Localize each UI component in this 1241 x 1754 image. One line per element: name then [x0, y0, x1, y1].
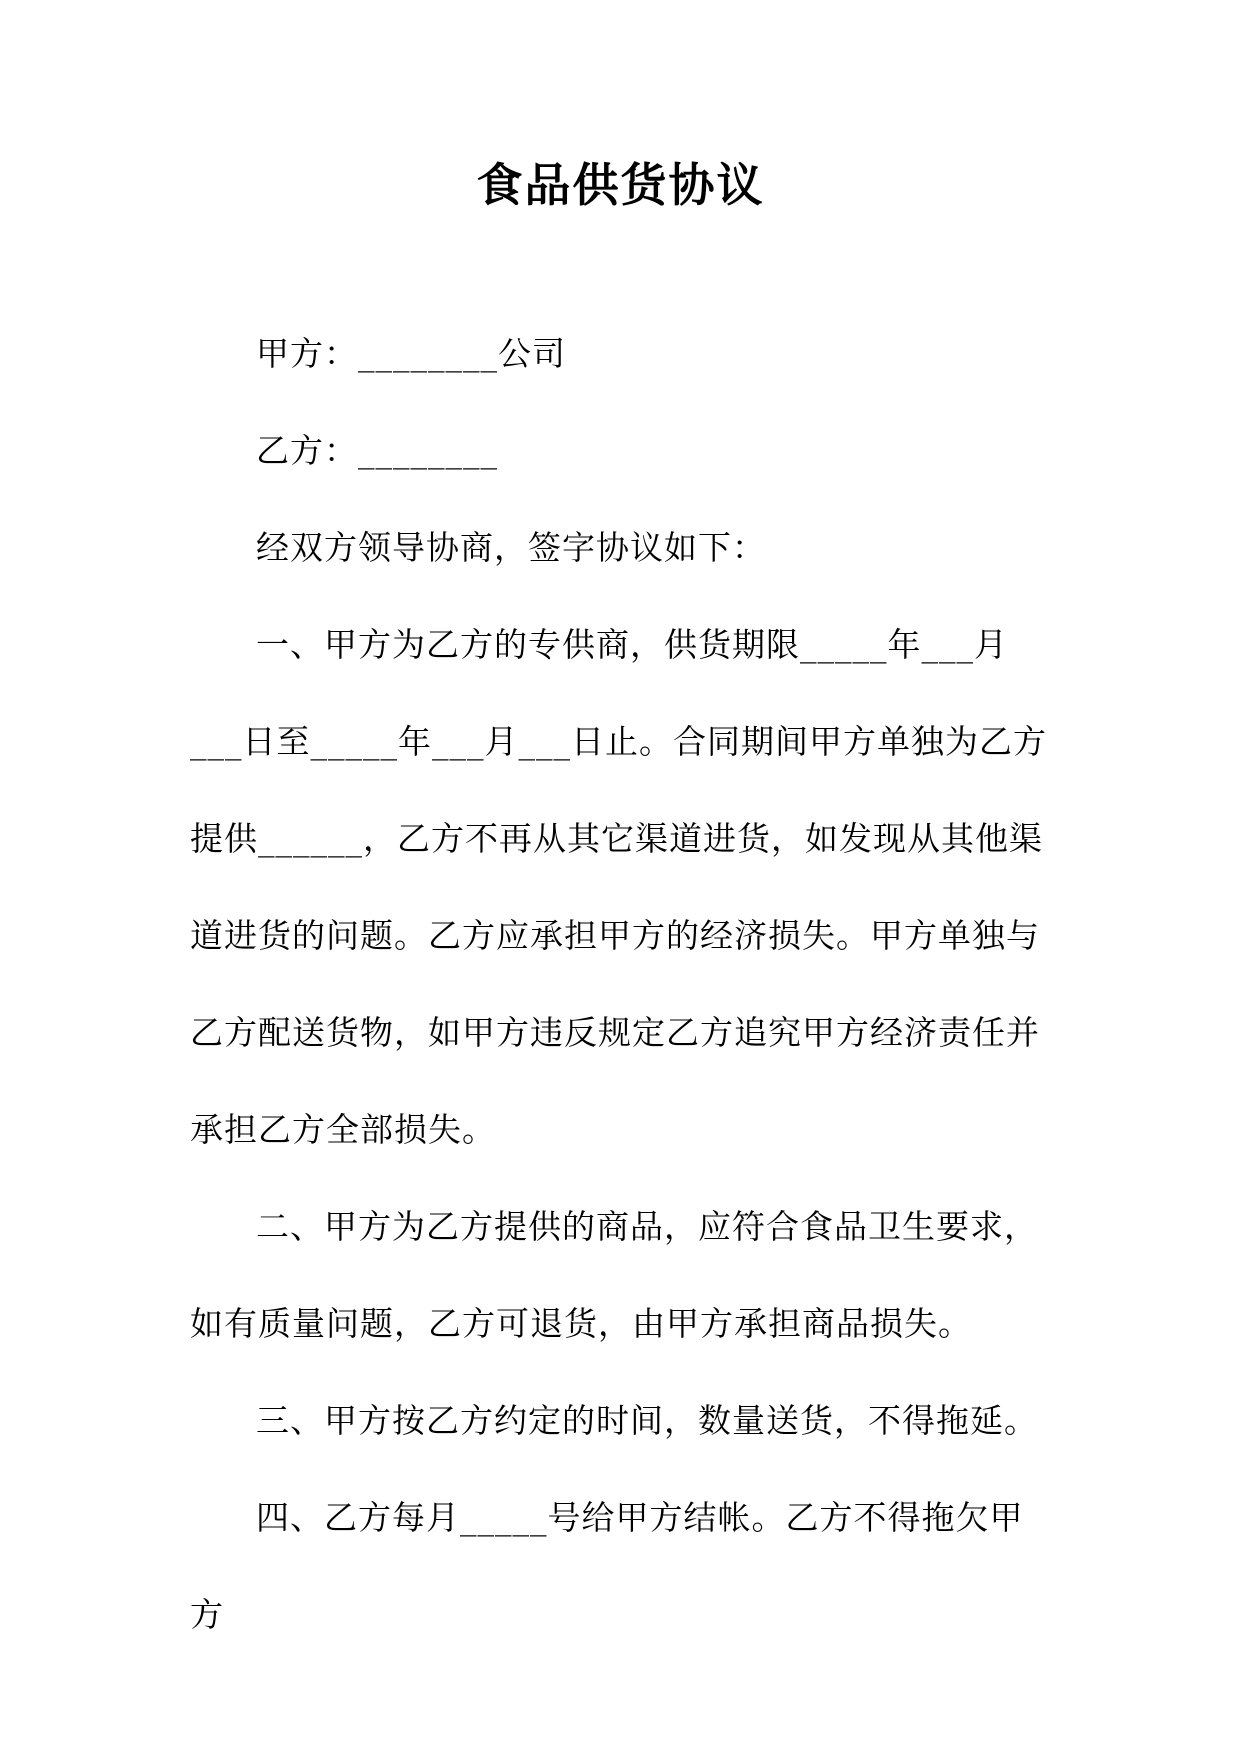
party-a-line: 甲方：________公司 [256, 334, 566, 373]
clause-1-paragraph: 一、甲方为乙方的专供商，供货期限_____年___月___日至_____年___月___日止。合同期间甲方单独为乙方提供______，乙方不再从其它渠道进货，如发现从其他渠道进货的问题。乙方应承担甲方的经济损失。甲方单独与乙方配送货物，如甲方违反规定乙方追究甲方经济责任并承担乙方全部损失。 [190, 625, 1047, 1149]
clause-4-paragraph: 四、乙方每月_____号给甲方结帐。乙方不得拖欠甲方 [190, 1498, 1024, 1634]
preamble-paragraph: 经双方领导协商，签字协议如下： [256, 528, 766, 567]
clause-3-paragraph: 三、甲方按乙方约定的时间，数量送货，不得拖延。 [256, 1401, 1038, 1440]
clause-2-paragraph: 二、甲方为乙方提供的商品，应符合食品卫生要求，如有质量问题，乙方可退货，由甲方承担商品损失。 [190, 1207, 1038, 1343]
party-b-line: 乙方：________ [256, 431, 498, 470]
document-body [190, 305, 1050, 1663]
document-title: 食品供货协议 [476, 158, 765, 212]
